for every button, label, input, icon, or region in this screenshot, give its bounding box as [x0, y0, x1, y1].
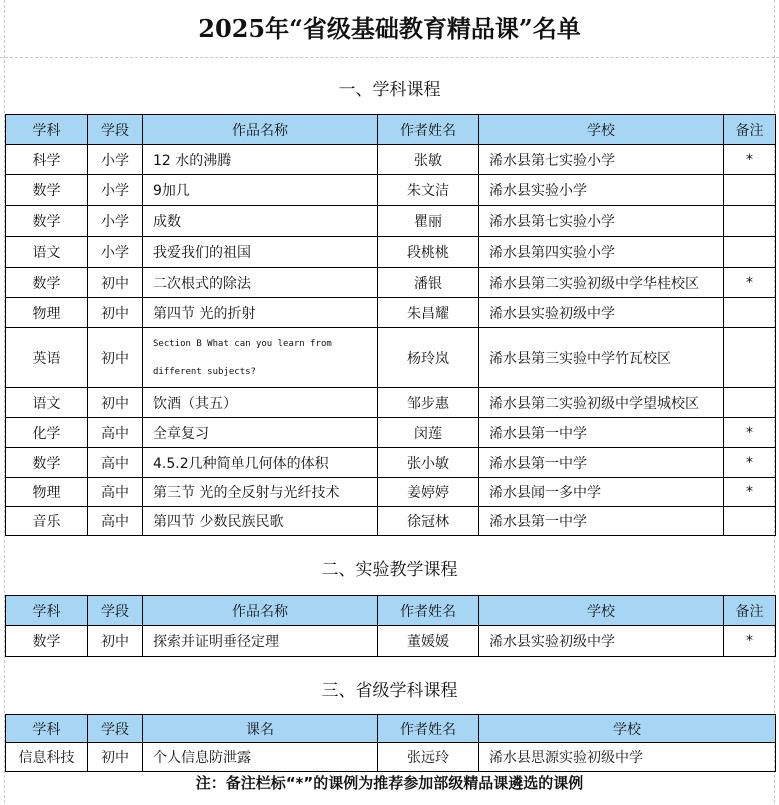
- subject-cell: 语文: [6, 237, 88, 268]
- title-cell: 全章复习: [143, 418, 378, 448]
- remark-cell: [724, 206, 776, 237]
- remark-cell: *: [724, 418, 776, 448]
- table-subject-courses: [5, 114, 776, 536]
- footnote: 注：备注栏标“*”的课例为推荐参加部级精品课遴选的课例: [195, 774, 584, 792]
- author-cell: 段桃桃: [378, 237, 479, 268]
- column-header: 学段: [88, 596, 143, 626]
- stage-cell: 初中: [88, 388, 143, 418]
- title-cell: 成数: [143, 206, 378, 237]
- subject-cell: 数学: [6, 175, 88, 206]
- remark-cell: [724, 237, 776, 268]
- school-cell: 浠水县第一中学: [479, 418, 724, 448]
- column-header: 学校: [479, 115, 724, 145]
- stage-cell: 小学: [88, 175, 143, 206]
- school-cell: 浠水县第七实验小学: [479, 206, 724, 237]
- title-cell: 第四节 光的折射: [143, 298, 378, 328]
- title-cell: 个人信息防泄露: [143, 743, 378, 772]
- stage-cell: 高中: [88, 478, 143, 507]
- stage-cell: 初中: [88, 268, 143, 298]
- column-header: 作者姓名: [378, 596, 479, 626]
- subject-cell: 数学: [6, 448, 88, 478]
- remark-cell: [724, 175, 776, 206]
- column-header: 学校: [479, 715, 776, 743]
- author-cell: 董媛媛: [378, 626, 479, 657]
- author-cell: 杨玲岚: [378, 328, 479, 388]
- school-cell: 浠水县第二实验初级中学华桂校区: [479, 268, 724, 298]
- subject-cell: 信息科技: [6, 743, 88, 772]
- remark-cell: *: [724, 268, 776, 298]
- author-cell: 张敏: [378, 145, 479, 175]
- table-provincial-courses: [5, 714, 776, 772]
- page-title: 2025年“省级基础教育精品课”名单: [0, 0, 779, 58]
- subject-cell: 化学: [6, 418, 88, 448]
- stage-cell: 初中: [88, 298, 143, 328]
- stage-cell: 初中: [88, 328, 143, 388]
- remark-cell: *: [724, 448, 776, 478]
- subject-cell: 物理: [6, 478, 88, 507]
- stage-cell: 高中: [88, 448, 143, 478]
- school-cell: 浠水县实验小学: [479, 175, 724, 206]
- remark-cell: [724, 507, 776, 536]
- subject-cell: 英语: [6, 328, 88, 388]
- column-header: 课名: [143, 715, 378, 743]
- author-cell: 张小敏: [378, 448, 479, 478]
- title-cell: 12 水的沸腾: [143, 145, 378, 175]
- table-row: [6, 418, 776, 448]
- table-header-row: [6, 115, 776, 145]
- table-row: [6, 298, 776, 328]
- column-header: 学段: [88, 715, 143, 743]
- table-row: [6, 448, 776, 478]
- title-cell: 第三节 光的全反射与光纤技术: [143, 478, 378, 507]
- author-cell: 瞿丽: [378, 206, 479, 237]
- column-header: 学科: [6, 115, 88, 145]
- stage-cell: 初中: [88, 626, 143, 657]
- title-cell: 探索并证明垂径定理: [143, 626, 378, 657]
- table-row: [6, 206, 776, 237]
- column-header: 备注: [724, 596, 776, 626]
- table-row: [6, 743, 776, 772]
- author-cell: 朱文洁: [378, 175, 479, 206]
- stage-cell: 高中: [88, 507, 143, 536]
- title-cell: 我爱我们的祖国: [143, 237, 378, 268]
- title-cell: 4.5.2几种简单几何体的体积: [143, 448, 378, 478]
- table-row: [6, 388, 776, 418]
- table-row: [6, 268, 776, 298]
- subject-cell: 音乐: [6, 507, 88, 536]
- title-cell: 9加几: [143, 175, 378, 206]
- table-row: [6, 175, 776, 206]
- author-cell: 闵莲: [378, 418, 479, 448]
- table-row: [6, 237, 776, 268]
- column-header: 学段: [88, 115, 143, 145]
- school-cell: 浠水县第二实验初级中学望城校区: [479, 388, 724, 418]
- title-cell: 第四节 少数民族民歌: [143, 507, 378, 536]
- stage-cell: 高中: [88, 418, 143, 448]
- remark-cell: *: [724, 478, 776, 507]
- column-header: 备注: [724, 115, 776, 145]
- title-cell: 二次根式的除法: [143, 268, 378, 298]
- title-cell: Section B What can you learn from different subjects?: [143, 328, 378, 388]
- subject-cell: 数学: [6, 206, 88, 237]
- stage-cell: 初中: [88, 743, 143, 772]
- author-cell: 邹步惠: [378, 388, 479, 418]
- subject-cell: 科学: [6, 145, 88, 175]
- stage-cell: 小学: [88, 206, 143, 237]
- table-header-row: [6, 596, 776, 626]
- author-cell: 姜婷婷: [378, 478, 479, 507]
- stage-cell: 小学: [88, 145, 143, 175]
- table-header-row: [6, 715, 776, 743]
- column-header: 作品名称: [143, 115, 378, 145]
- remark-cell: [724, 298, 776, 328]
- column-header: 学科: [6, 596, 88, 626]
- author-cell: 朱昌耀: [378, 298, 479, 328]
- table-row: [6, 145, 776, 175]
- school-cell: 浠水县思源实验初级中学: [479, 743, 776, 772]
- table-row: [6, 507, 776, 536]
- remark-cell: [724, 388, 776, 418]
- remark-cell: *: [724, 145, 776, 175]
- school-cell: 浠水县实验初级中学: [479, 626, 724, 657]
- subject-cell: 数学: [6, 268, 88, 298]
- remark-cell: *: [724, 626, 776, 657]
- school-cell: 浠水县实验初级中学: [479, 298, 724, 328]
- column-header: 学校: [479, 596, 724, 626]
- author-cell: 张远玲: [378, 743, 479, 772]
- table-row: [6, 328, 776, 388]
- subject-cell: 数学: [6, 626, 88, 657]
- column-header: 作品名称: [143, 596, 378, 626]
- school-cell: 浠水县第一中学: [479, 448, 724, 478]
- author-cell: 徐冠林: [378, 507, 479, 536]
- column-header: 作者姓名: [378, 715, 479, 743]
- title-cell: 饮酒（其五）: [143, 388, 378, 418]
- school-cell: 浠水县闻一多中学: [479, 478, 724, 507]
- table-experiment-courses: [5, 595, 776, 657]
- school-cell: 浠水县第四实验小学: [479, 237, 724, 268]
- column-header: 学科: [6, 715, 88, 743]
- table-row: [6, 478, 776, 507]
- stage-cell: 小学: [88, 237, 143, 268]
- section-title-1: 一、学科课程: [338, 80, 441, 100]
- school-cell: 浠水县第一中学: [479, 507, 724, 536]
- author-cell: 潘银: [378, 268, 479, 298]
- section-title-2: 二、实验教学课程: [321, 560, 458, 580]
- subject-cell: 物理: [6, 298, 88, 328]
- school-cell: 浠水县第三实验中学竹瓦校区: [479, 328, 724, 388]
- column-header: 作者姓名: [378, 115, 479, 145]
- remark-cell: [724, 328, 776, 388]
- school-cell: 浠水县第七实验小学: [479, 145, 724, 175]
- section-title-3: 三、省级学科课程: [321, 681, 458, 701]
- subject-cell: 语文: [6, 388, 88, 418]
- table-row: [6, 626, 776, 657]
